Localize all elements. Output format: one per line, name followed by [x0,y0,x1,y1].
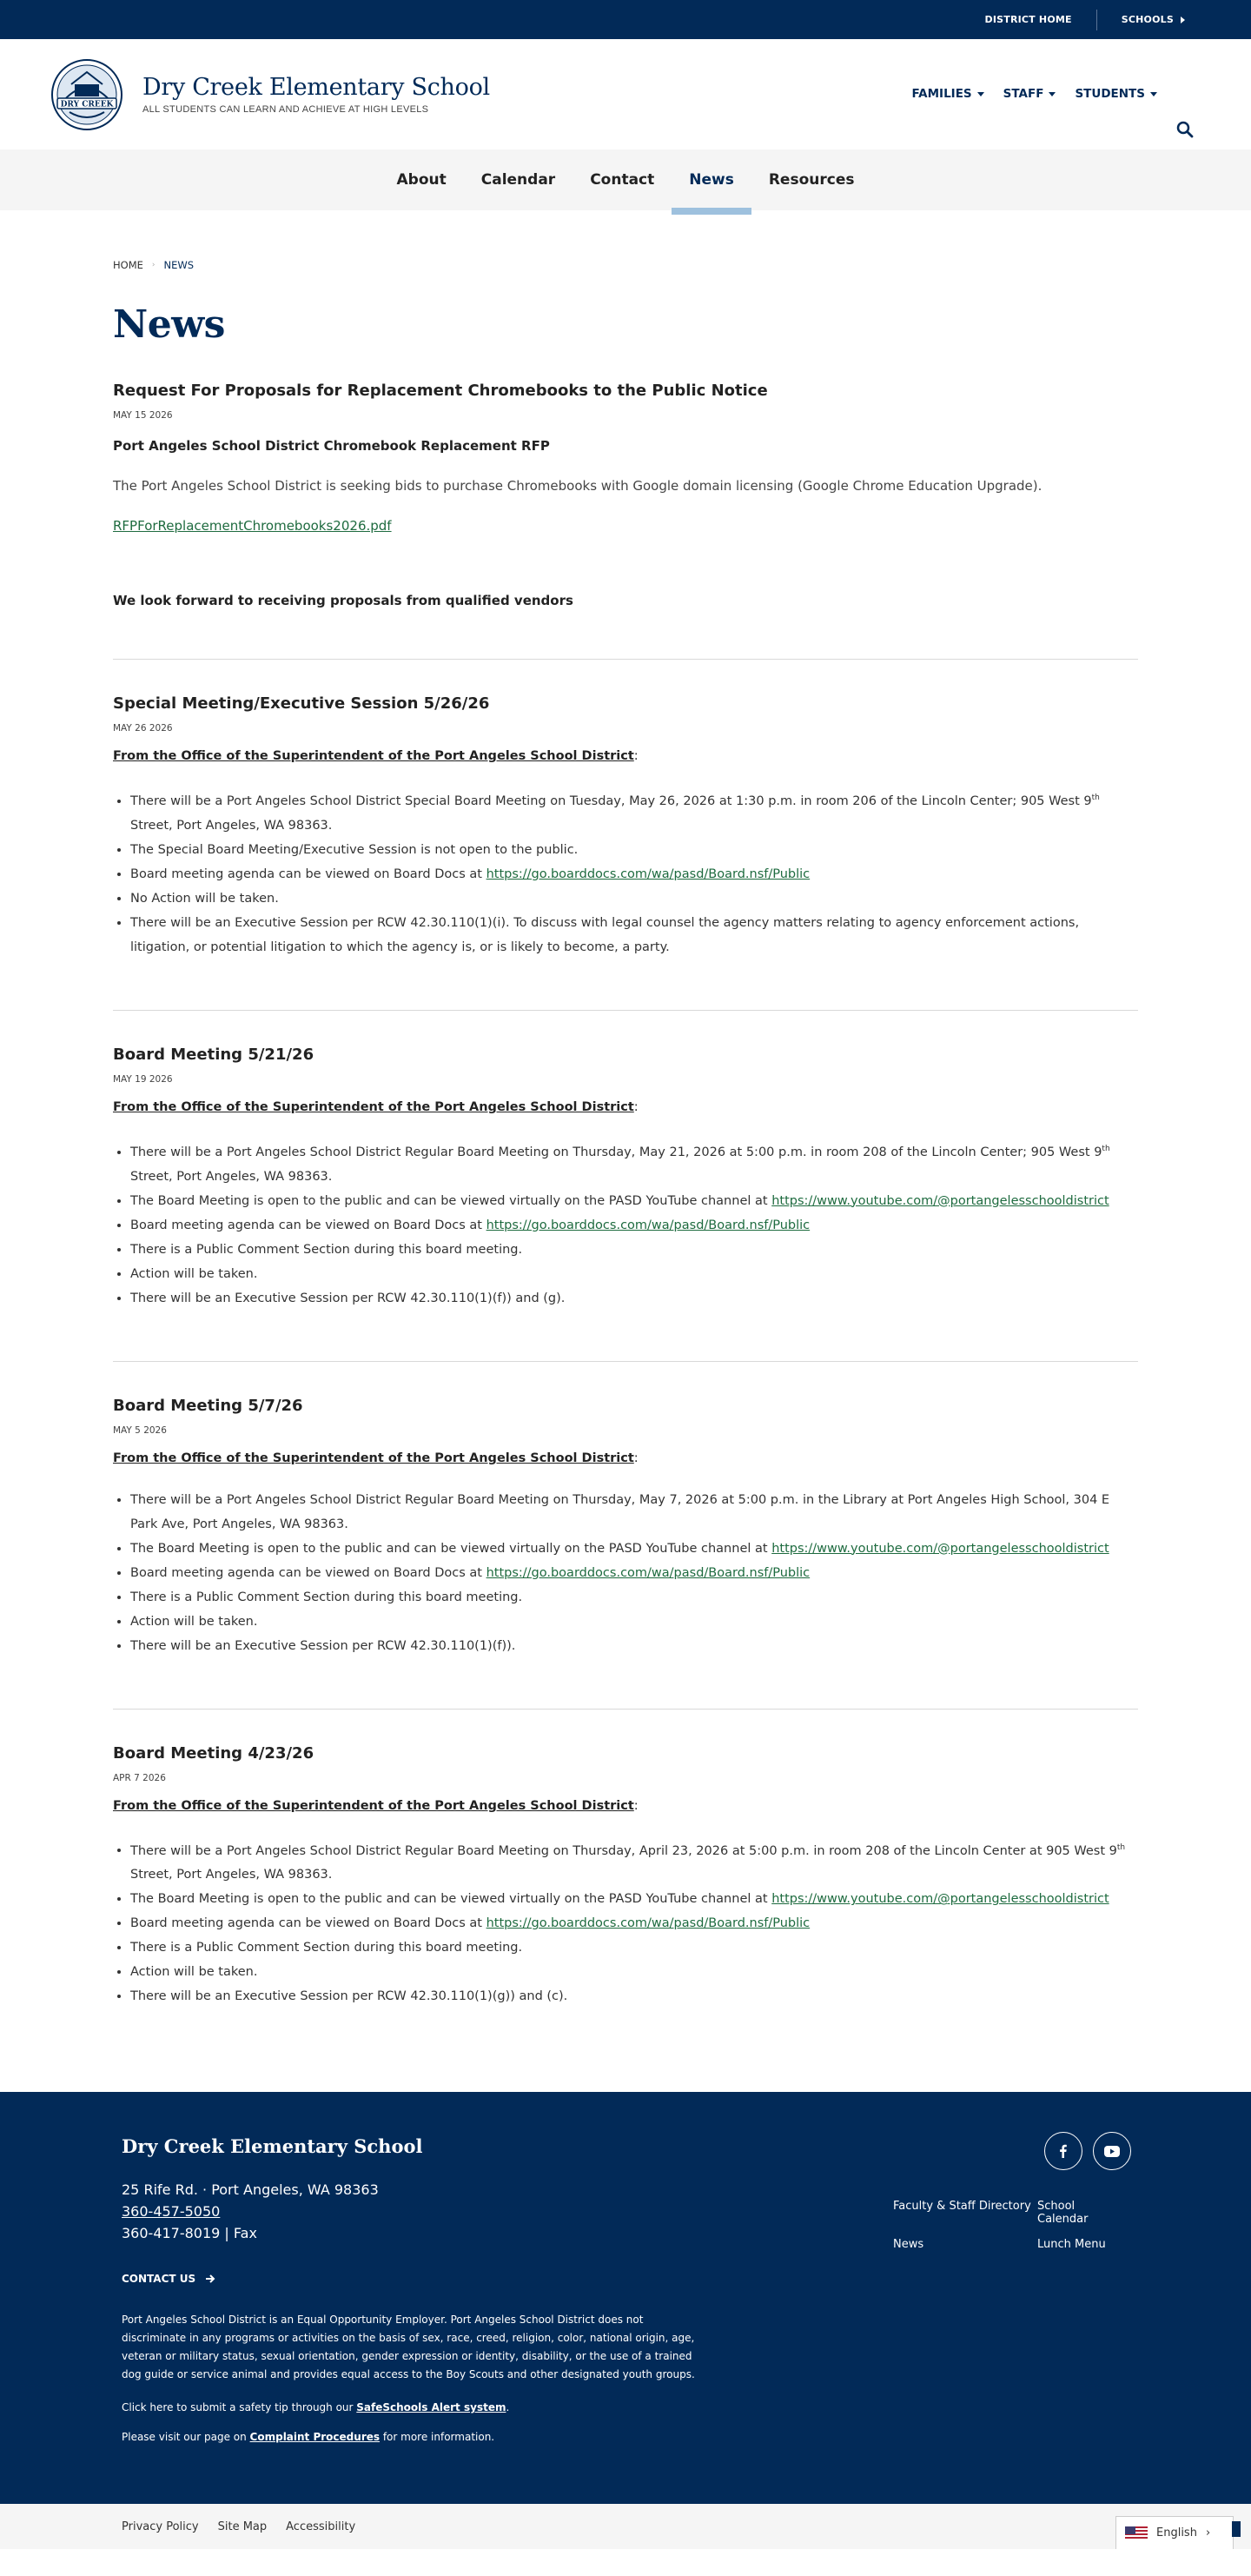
rfp-pdf-link[interactable]: RFPForReplacementChromebooks2026.pdf [113,518,392,534]
post-title[interactable]: Board Meeting 5/7/26 [113,1396,303,1415]
news-post [113,1362,1138,1710]
list-item: • Action will be taken. [130,1262,1138,1286]
list-item: • The Board Meeting is open to the public and can be viewed virtually on the PASD YouTube channel at https://www.youtube.com/@portangelesschooldistrict [130,1887,1138,1911]
list-item: • Board meeting agenda can be viewed on Board Docs at https://go.boarddocs.com/wa/pasd/Board.nsf/Public [130,1561,1138,1585]
scroll-marker [1232,2521,1241,2537]
post-date: MAY 15 2026 [113,410,173,421]
footer-complaint-text: Please visit our page on Complaint Procedures for more information. [122,2431,495,2444]
top-utility-bar [0,0,1251,39]
caret-down-icon [977,92,984,96]
list-item: • There will be a Port Angeles School District Regular Board Meeting on Thursday, May 21, 2026 at 5:00 p.m. in room 208 of the Lincoln Center; 905 West 9th Street, Port Angeles, WA 98363. [130,1137,1138,1189]
chevron-right-icon: › [1205,2526,1211,2540]
nav-label: STAFF [1003,87,1044,101]
list-item: • There is a Public Comment Section during this board meeting. [130,1585,1138,1610]
news-post [113,1710,1138,2060]
main-nav [912,87,1158,101]
section-nav [0,149,1251,210]
news-post [113,1011,1138,1362]
arrow-right-icon [206,2274,216,2283]
school-tagline: ALL STUDENTS CAN LEARN AND ACHIEVE AT HIGH LEVELS [142,104,429,115]
list-item: • There will be an Executive Session per RCW 42.30.110(1)(i). To discuss with legal counsel the agency matters relating to agency enforcement actions, litigation, or potential litigation to which the agency is, or is likely to become, a party. [130,911,1138,959]
post-subheading: Port Angeles School District Chromebook Replacement RFP [113,438,550,454]
caret-down-icon [1049,92,1056,96]
footer-quick-links [893,2200,1121,2251]
tab-news[interactable]: News [672,149,751,210]
tab-about[interactable]: About [396,171,447,189]
caret-right-icon [1181,17,1185,23]
logo-text: DRY CREEK [60,100,114,109]
list-item: • There will be an Executive Session per RCW 42.30.110(1)(f)) and (g). [130,1286,1138,1311]
list-item: • The Special Board Meeting/Executive Session is not open to the public. [130,838,1138,862]
schools-menu[interactable] [1122,14,1185,25]
footer-school-name: Dry Creek Elementary School [122,2135,423,2158]
post-title[interactable]: Special Meeting/Executive Session 5/26/26 [113,694,490,713]
footer-safety-text: Click here to submit a safety tip through our SafeSchools Alert system. [122,2401,510,2414]
list-item: • There is a Public Comment Section during this board meeting. [130,1935,1138,1960]
news-post [113,347,1138,660]
school-name[interactable]: Dry Creek Elementary School [142,74,490,101]
footer-link-lunch-menu[interactable]: Lunch Menu [1037,2238,1106,2252]
site-header [0,39,1251,149]
list-item: • There will be a Port Angeles School District Regular Board Meeting on Thursday, May 7, 2026 at 5:00 p.m. in the Library at Port Angeles High School, 304 E Park Ave, Port Angeles, WA 98363. [130,1488,1138,1537]
accessibility-link[interactable]: Accessibility [286,2520,356,2533]
contact-us-label: CONTACT US [122,2273,196,2286]
boarddocs-link[interactable]: https://go.boarddocs.com/wa/pasd/Board.nsf/Public [486,1916,811,1931]
breadcrumb [113,259,1138,271]
schools-label: SCHOOLS [1121,14,1174,25]
nav-staff[interactable] [1003,87,1056,101]
divider [1096,10,1097,30]
site-map-link[interactable]: Site Map [217,2520,268,2533]
list-item: • No Action will be taken. [130,886,1138,911]
post-date: MAY 5 2026 [113,1424,167,1436]
school-logo[interactable] [49,58,125,131]
news-post [113,660,1138,1011]
post-intro: From the Office of the Superintendent of the Port Angeles School District: [113,1099,639,1114]
main-content [0,259,1251,2059]
list-item: • Board meeting agenda can be viewed on Board Docs at https://go.boarddocs.com/wa/pasd/Board.nsf/Public [130,862,1138,886]
caret-down-icon [1150,92,1157,96]
list-item: • There will be an Executive Session per RCW 42.30.110(1)(f)). [130,1634,1138,1658]
footer-phone-link[interactable]: 360-457-5050 [122,2203,221,2221]
boarddocs-link[interactable]: https://go.boarddocs.com/wa/pasd/Board.nsf/Public [486,1565,811,1580]
district-home-link[interactable]: DISTRICT HOME [984,14,1072,25]
footer-address: 25 Rife Rd. · Port Angeles, WA 98363 [122,2181,379,2199]
boarddocs-link[interactable]: https://go.boarddocs.com/wa/pasd/Board.nsf/Public [486,866,811,881]
nav-label: FAMILIES [911,87,972,101]
post-paragraph: The Port Angeles School District is seeking bids to purchase Chromebooks with Google domain licensing (Google Chrome Education Upgrade). [113,478,1042,494]
post-closing: We look forward to receiving proposals from qualified vendors [113,593,573,608]
tab-resources[interactable]: Resources [768,171,855,189]
tab-contact[interactable]: Contact [590,171,655,189]
facebook-icon[interactable] [1044,2132,1082,2170]
bottom-bar [0,2504,1251,2549]
post-title[interactable]: Board Meeting 4/23/26 [113,1743,314,1763]
nav-label: STUDENTS [1075,87,1145,101]
post-bullets [113,1836,1138,2009]
list-item: • There will be a Port Angeles School District Regular Board Meeting on Thursday, April 23, 2026 at 5:00 p.m. in room 208 of the Lincoln Center at 905 West 9th Street, Port Angeles, WA 98363. [130,1836,1138,1888]
complaint-procedures-link[interactable]: Complaint Procedures [249,2431,381,2444]
list-item: • The Board Meeting is open to the public and can be viewed virtually on the PASD YouTube channel at https://www.youtube.com/@portangelesschooldistrict [130,1189,1138,1213]
breadcrumb-current: NEWS [163,259,195,271]
post-title[interactable]: Request For Proposals for Replacement Chromebooks to the Public Notice [113,382,768,400]
footer-legal-text: Port Angeles School District is an Equal Opportunity Employer. Port Angeles School District does not discriminate in any programs or activities on the basis of sex, race, creed, religion, color, national origin, age, veteran or military status, sexual orientation, gender expression or identity, disability, or the use of a trained dog guide or service animal and provides equal access to the Boy Scouts and other designated youth groups. [122,2314,695,2381]
list-item: • The Board Meeting is open to the public and can be viewed virtually on the PASD YouTube channel at https://www.youtube.com/@portangelesschooldistrict [130,1537,1138,1561]
list-item: • There is a Public Comment Section during this board meeting. [130,1238,1138,1262]
search-icon[interactable] [1176,121,1194,138]
contact-us-button[interactable] [122,2273,1129,2285]
post-date: MAY 26 2026 [113,723,173,734]
post-intro: From the Office of the Superintendent of the Port Angeles School District: [113,749,639,763]
youtube-link[interactable]: https://www.youtube.com/@portangelesschooldistrict [771,1892,1109,1907]
post-bullets [113,1488,1138,1658]
post-date: APR 7 2026 [113,1772,166,1783]
social-links [1044,2132,1131,2170]
list-item: • There will be a Port Angeles School District Special Board Meeting on Tuesday, May 26, 2026 at 1:30 p.m. in room 206 of the Lincoln Center; 905 West 9th Street, Port Angeles, WA 98363. [130,786,1138,838]
brand-block [142,74,490,115]
nav-families[interactable] [912,87,984,101]
boarddocs-link[interactable]: https://go.boarddocs.com/wa/pasd/Board.nsf/Public [486,1218,811,1232]
youtube-link[interactable]: https://www.youtube.com/@portangelesschooldistrict [771,1541,1109,1556]
nav-students[interactable] [1075,87,1157,101]
page-title: News [113,302,225,347]
language-label: English [1156,2526,1197,2540]
footer-link-staff-directory[interactable]: Faculty & Staff Directory [893,2200,1031,2214]
post-intro: From the Office of the Superintendent of the Port Angeles School District: [113,1451,639,1465]
list-item: • Action will be taken. [130,1610,1138,1634]
chevron-right-icon: › [151,261,156,269]
list-item: • There will be an Executive Session per RCW 42.30.110(1)(g)) and (c). [130,1984,1138,2008]
footer-link-school-calendar[interactable]: School Calendar [1037,2200,1089,2227]
site-footer [0,2092,1251,2504]
footer-link-news[interactable]: News [893,2238,924,2252]
language-selector[interactable] [1115,2516,1234,2549]
post-date: MAY 19 2026 [113,1073,173,1085]
post-title[interactable]: Board Meeting 5/21/26 [113,1045,314,1064]
safeschools-link[interactable]: SafeSchools Alert system [356,2401,506,2414]
list-item: • Board meeting agenda can be viewed on Board Docs at https://go.boarddocs.com/wa/pasd/Board.nsf/Public [130,1213,1138,1238]
footer-fax: 360-417-8019 | Fax [122,2225,257,2242]
youtube-link[interactable]: https://www.youtube.com/@portangelesschooldistrict [771,1193,1109,1208]
breadcrumb-home[interactable]: HOME [113,259,143,271]
post-bullets [113,1137,1138,1311]
tab-calendar[interactable]: Calendar [480,171,556,189]
list-item: • Board meeting agenda can be viewed on Board Docs at https://go.boarddocs.com/wa/pasd/Board.nsf/Public [130,1911,1138,1935]
list-item: • Action will be taken. [130,1960,1138,1984]
us-flag-icon [1125,2526,1148,2540]
youtube-icon[interactable] [1093,2132,1131,2170]
post-bullets [113,786,1138,959]
privacy-policy-link[interactable]: Privacy Policy [122,2520,199,2533]
post-intro: From the Office of the Superintendent of the Port Angeles School District: [113,1798,639,1813]
